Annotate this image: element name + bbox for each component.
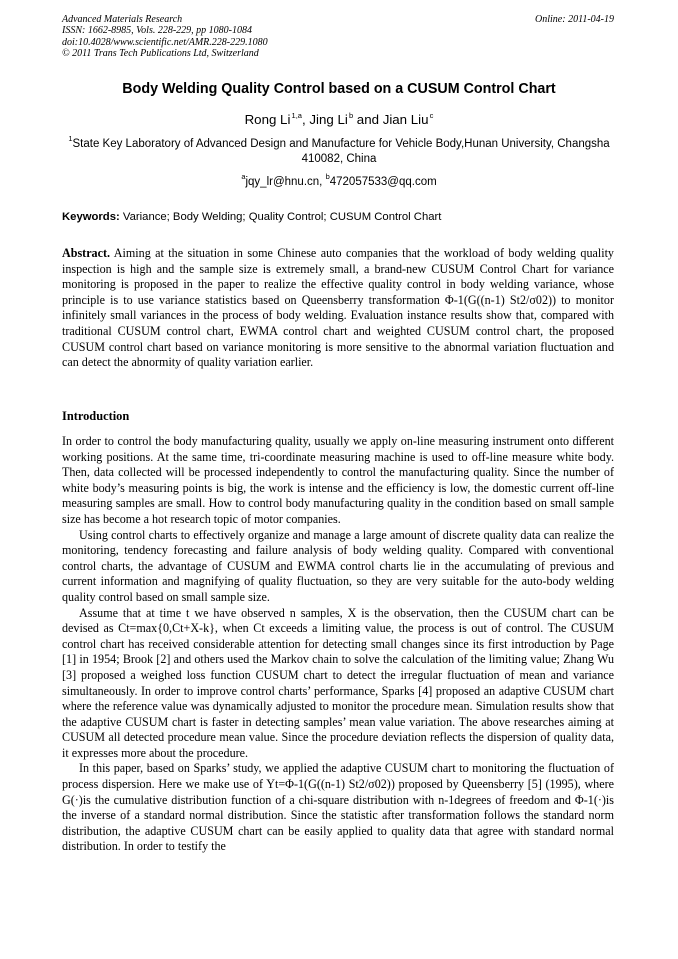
author-separator: , (301, 112, 310, 127)
author-name: Rong Li (244, 112, 291, 127)
issn-line: ISSN: 1662-8985, Vols. 228-229, pp 1080-1084 (62, 25, 252, 37)
copyright-line: © 2011 Trans Tech Publications Ltd, Switzerland (62, 47, 259, 59)
author-separator: and (353, 112, 383, 127)
author-sup: 1,a (291, 111, 302, 120)
email-link[interactable]: jqy_lr@hnu.cn (245, 176, 320, 188)
journal-name: Advanced Materials Research (62, 14, 183, 25)
affiliation (62, 134, 616, 167)
abstract-text: Aiming at the situation in some Chinese auto companies that the workload of body welding quality inspection is high and the sample size is extremely small, a brand-new CUSUM Control Chart for variance monitoring is proposed in the paper to realize the effective quality control in body welding variance, whose principle is to use variance statistics based on Queensberry transformation Φ-1(G((n-1) St2/σ02)) to monitor infinitely small variances in the process of body welding. Evaluation instance results show that, compared with traditional CUSUM control chart, EWMA control chart and weighted CUSUM control chart, the proposed CUSUM control chart based on variance monitoring is more sensitive to the abnormal variation fluctuation and can detect the abnormity of quality variation earlier. (62, 246, 614, 370)
affiliation-sup: 1 (68, 134, 73, 143)
email-link[interactable]: 472057533@qq.com (329, 176, 437, 188)
author-sup: b (348, 111, 354, 120)
paragraph: In order to control the body manufacturing quality, usually we apply on-line measuring instrument onto different working positions. At the same time, tri-coordinate measuring machine is used to off-line measure white body. Then, data collected will be processed independently to control the manufacturing quality. Since the number of white body’s measuring points is big, the work is intense and the efficiency is low, the domestic current off-line measuring samples are small. How to control body manufacturing quality in the condition based on small sample size has become a hot research topic of motor companies. (62, 434, 614, 526)
author-name: Jian Liu (382, 112, 429, 127)
journal-header (62, 14, 268, 59)
author-list (0, 112, 678, 127)
email-sup: a (241, 172, 246, 181)
keywords-text: Variance; Body Welding; Quality Control; CUSUM Control Chart (122, 211, 442, 223)
online-date: Online: 2011-04-19 (535, 14, 614, 25)
affiliation-text: State Key Laboratory of Advanced Design and Manufacture for Vehicle Body,Hunan University, Changsha 410082, China (72, 138, 610, 165)
paper-title: Body Welding Quality Control based on a CUSUM Control Chart (122, 81, 556, 97)
paragraph: In this paper, based on Sparks’ study, we applied the adaptive CUSUM chart to monitoring the fluctuation of process dispersion. Here we make use of Yt=Φ-1(G((n-1) St2/σ02)) proposed by Queensberry [5] (1995), where G(·)is the cumulative distribution function of a chi-square distribution with n-1degrees of freedom and Φ-1(·)is the inverse of a standard normal distribution. Since the statistic after transformation follows the standard norm distribution, the adaptive CUSUM chart can be easily applied to quality data that agree with standard normal distribution. In order to testify the (62, 761, 614, 854)
paragraph: Using control charts to effectively organize and manage a large amount of discrete quality data can realize the monitoring, tendency forecasting and failure analysis of body welding quality. Compared with conventional control charts, the advantage of CUSUM and EWMA control charts lie in the accumulating of previous and current information and magnifying of quality fluctuation, so they are very suitable for the auto-body welding quality control based on small sample size. (62, 527, 614, 604)
email-separator: , (319, 176, 326, 188)
paragraph: Assume that at time t we have observed n samples, X is the observation, then the CUSUM chart can be devised as Ct=max{0,Ct+X-k}, when Ct exceeds a limiting value, the process is out of control. The CUSUM control chart has received considerable attention for detecting small changes since its first introduction by Page [1] in 1954; Brook [2] and others used the Markov chain to solve the calculation of the limiting value; Zhang Wu [3] proposed a weighed loss function CUSUM chart to detect the irregular fluctuation of mean and variance simultaneously. In order to improve control charts’ performance, Sparks [4] proposed an adaptive CUSUM chart where the reference value was dynamically adjusted to monitor the procedure mean. Simulation results show that the adaptive CUSUM chart is faster in detecting samples’ mean value variation. The above researches aiming at CUSUM all detected procedure mean value. Since the procedure deviation reflects the dispersion of quality data, it expresses more about the procedure. (62, 605, 614, 760)
introduction-body (62, 434, 614, 855)
abstract (62, 246, 614, 371)
author-emails (0, 172, 678, 188)
keywords (62, 211, 441, 223)
doi-line: doi:10.4028/www.scientific.net/AMR.228-229.1080 (62, 36, 268, 48)
abstract-label: Abstract. (62, 246, 111, 260)
author-sup: c (429, 111, 434, 120)
email-sup: b (325, 172, 330, 181)
keywords-label: Keywords: (62, 211, 120, 223)
section-heading-introduction: Introduction (62, 409, 130, 423)
author-name: Jing Li (309, 112, 348, 127)
